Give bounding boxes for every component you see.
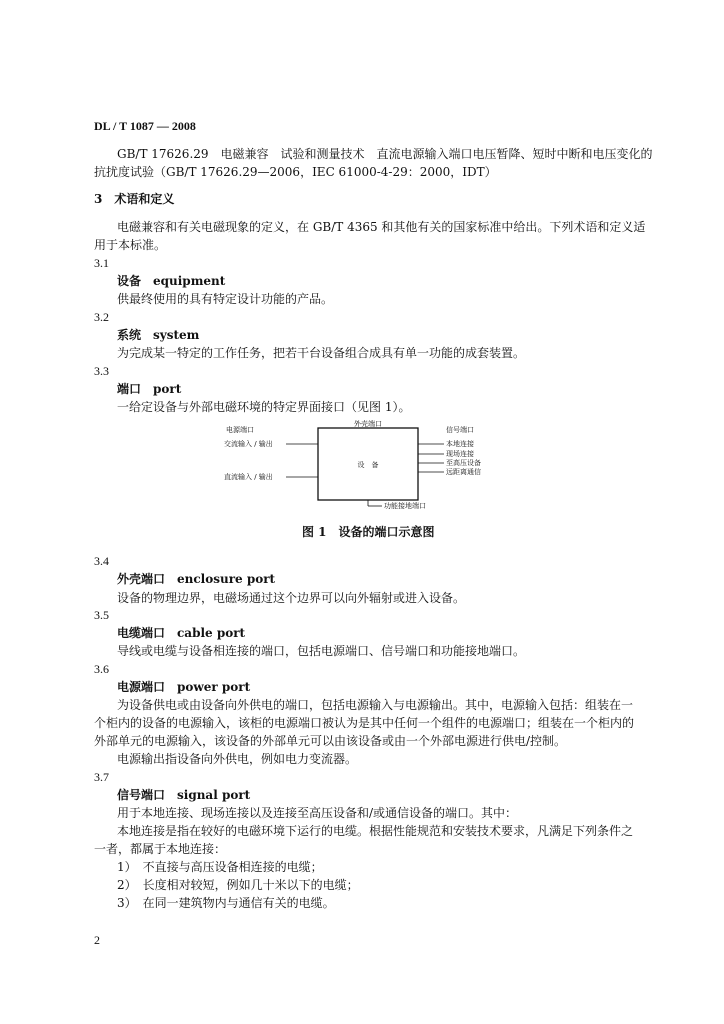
- term-definition: 个柜内的设备的电源输入，该柜的电源端口被认为是其中任何一个组件的电源端口；组装在一个柜内的: [94, 716, 635, 730]
- term-number: 3.1: [94, 256, 109, 270]
- term-title: 电缆端口 cable port: [117, 626, 246, 640]
- equipment-label: 设 备: [357, 461, 379, 469]
- reference-line-2: 抗扰度试验（GB/T 17626.29—2006，IEC 61000-4-29：2000，IDT）: [94, 165, 497, 179]
- term-number: 3.7: [94, 770, 109, 784]
- port-diagram: [222, 418, 542, 514]
- term-definition: 供最终使用的具有特定设计功能的产品。: [117, 292, 334, 306]
- list-item: 1） 不直接与高压设备相连接的电缆；: [117, 860, 323, 874]
- power-port-label: 电源端口: [226, 426, 254, 434]
- term-definition: 用于本地连接、现场连接以及连接至高压设备和/或通信设备的端口。其中：: [117, 806, 518, 820]
- signal-port-label: 信号端口: [446, 426, 474, 434]
- hv-equipment-label: 至高压设备: [446, 459, 481, 467]
- figure-caption: 图 1 设备的端口示意图: [302, 525, 435, 539]
- section-intro-1: 电磁兼容和有关电磁现象的定义，在 GB/T 4365 和其他有关的国家标准中给出。下列术语和定义适: [117, 220, 646, 234]
- section-intro-2: 用于本标准。: [94, 238, 167, 252]
- dc-port-label: 直流输入 / 输出: [224, 473, 273, 481]
- term-definition: 一给定设备与外部电磁环境的特定界面接口（见图 1）。: [117, 400, 411, 414]
- term-number: 3.6: [94, 662, 109, 676]
- term-definition: 一者，都属于本地连接：: [94, 842, 227, 856]
- local-connection-label: 本地连接: [446, 440, 474, 448]
- term-number: 3.2: [94, 310, 109, 324]
- term-definition: 本地连接是指在较好的电磁环境下运行的电缆。根据性能规范和安装技术要求，凡满足下列条件之: [117, 824, 634, 838]
- term-number: 3.3: [94, 364, 109, 378]
- term-definition: 设备的物理边界，电磁场通过这个边界可以向外辐射或进入设备。: [117, 591, 466, 605]
- section-heading: 3 术语和定义: [94, 192, 175, 206]
- page-number: 2: [94, 933, 100, 947]
- term-definition: 外部单元的电源输入，该设备的外部单元可以由该设备或由一个外部电源进行供电/控制。: [94, 734, 567, 748]
- document-code: DL / T 1087 — 2008: [94, 119, 196, 133]
- term-definition: 导线或电缆与设备相连接的端口，包括电源端口、信号端口和功能接地端口。: [117, 644, 526, 658]
- term-title: 外壳端口 enclosure port: [117, 572, 276, 586]
- term-definition: 为完成某一特定的工作任务，把若干台设备组合成具有单一功能的成套装置。: [117, 346, 526, 360]
- telecom-label: 远距离通信: [446, 468, 481, 476]
- term-title: 系统 system: [117, 328, 200, 342]
- term-title: 电源端口 power port: [117, 680, 251, 694]
- list-item: 2） 长度相对较短，例如几十米以下的电缆；: [117, 878, 359, 892]
- field-connection-label: 现场连接: [446, 450, 474, 458]
- enclosure-port-label: 外壳端口: [354, 420, 382, 428]
- term-number: 3.5: [94, 608, 109, 622]
- ac-port-label: 交流输入 / 输出: [224, 440, 273, 448]
- list-item: 3） 在同一建筑物内与通信有关的电缆。: [117, 896, 335, 910]
- term-title: 信号端口 signal port: [117, 788, 251, 802]
- term-number: 3.4: [94, 554, 109, 568]
- functional-earth-port-label: 功能接地端口: [384, 502, 426, 510]
- term-title: 设备 equipment: [117, 274, 226, 288]
- reference-line-1: GB/T 17626.29 电磁兼容 试验和测量技术 直流电源输入端口电压暂降、短时中断和电压变化的: [117, 147, 653, 161]
- term-definition: 电源输出指设备向外供电，例如电力变流器。: [117, 752, 358, 766]
- term-definition: 为设备供电或由设备向外供电的端口，包括电源输入与电源输出。其中，电源输入包括：组装在一: [117, 698, 634, 712]
- term-title: 端口 port: [117, 382, 182, 396]
